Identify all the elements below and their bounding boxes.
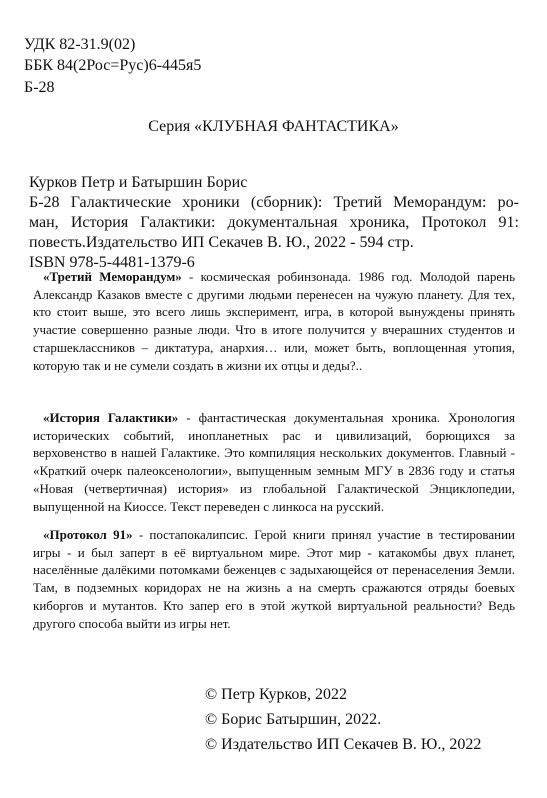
annotation-protocol-91 <box>33 526 515 632</box>
bibliographic-line-2: ман, История Галактики: документальная хроника, Протокол 91: <box>29 214 519 231</box>
bibliographic-record <box>29 173 519 273</box>
annotation-title: «История Галактики» <box>43 410 179 425</box>
bibliographic-authors: Курков Петр и Батыршин Борис <box>29 174 248 191</box>
copyright-line: © Издательство ИП Секачев В. Ю., 2022 <box>205 736 482 753</box>
series-title: Серия «КЛУБНАЯ ФАНТАСТИКА» <box>148 118 399 135</box>
copyright-line: © Борис Батыршин, 2022. <box>205 711 382 728</box>
annotation-title: «Протокол 91» <box>43 527 133 542</box>
annotation-text: - фантастическая документальная хроника. Хронология исторических событий, инопланетных рас и цивилизаций, борющихся за верховенство в нашей Галактике. Это компиляция нескольких документов. Главный - «Краткий очерк палеоксенологии», выпущенным земным МГУ в 2836 году и статья «Новая (четвертичная) история» из глобальной Галактической Энциклопедии, выпущенной на Киоссе. Текст переведен с линкоса на русский. <box>33 410 515 514</box>
copyright-line: © Петр Курков, 2022 <box>205 686 347 703</box>
annotation-third-memorandum <box>33 268 515 374</box>
bibliographic-line-1: Б-28 Галактические хроники (сборник): Третий Меморандум: ро- <box>29 194 519 211</box>
author-sign-code: Б-28 <box>24 79 55 96</box>
annotation-text: - постапокалипсис. Герой книги принял участие в тестировании игры - и был заперт в её виртуальном мире. Этот мир - катакомбы двух планет, населённые далёкими потомками беженцев с задыхающейся от перенаселения Земли. Там, в подземных коридорах не на жизнь а на смерть сражаются отряды боевых киборгов и мутантов. Кто запер его в этой жуткой виртуальной реальности? Ведь другого способа выйти из игры нет. <box>33 527 516 631</box>
annotation-text: - космическая робинзонада. 1986 год. Молодой парень Александр Казаков вместе с другими людьми перенесен на чужую планету. Для тех, кто стоит выше, это всего лишь эксперимент, игра, в которой вынуждены принять участие совершенно разные люди. Что в итоге получится у вчерашних студентов и старшеклассников – диктатура, анархия… или, может быть, воплощенная утопия, которую так и не сумели создать в жизни их отцы и деды?.. <box>33 269 515 373</box>
annotation-title: «Третий Меморандум» <box>43 269 182 284</box>
udk-code: УДК 82-31.9(02) <box>24 36 136 53</box>
annotation-galaxy-history <box>33 409 515 515</box>
bibliographic-line-3: повесть.Издательство ИП Секачев В. Ю., 2022 - 594 стр. <box>29 234 414 251</box>
isbn: ISBN 978-5-4481-1379-6 <box>29 254 195 271</box>
bbk-code: ББК 84(2Рос=Рус)6-445я5 <box>24 57 202 74</box>
